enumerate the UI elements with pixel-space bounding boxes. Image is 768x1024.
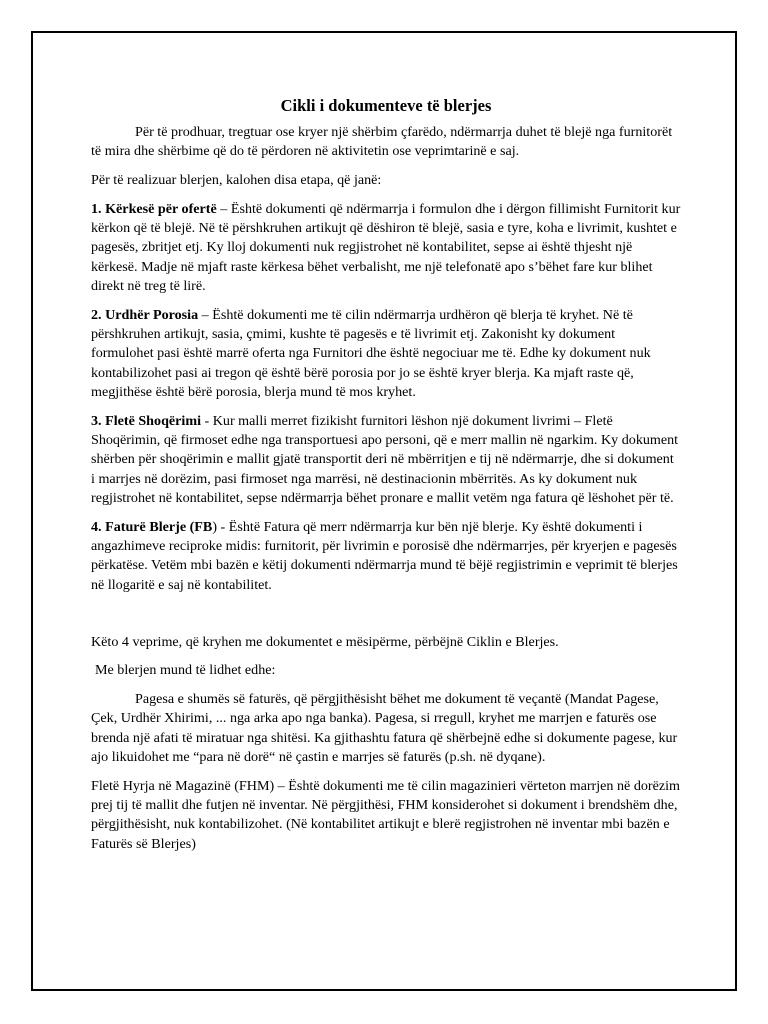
item-urdher-porosia	[91, 306, 681, 402]
summary-paragraph: Këto 4 veprime, që kryhen me dokumentet e mësipërme, përbëjnë Ciklin e Blerjes.	[91, 633, 559, 650]
item-text: - Kur malli merret fizikisht furnitori lëshon një dokument livrimi – Fletë Shoqërimin, që firmoset edhe nga transportuesi apo personi, që e merr mallin në ngarkim. Ky dokument shërben për shoqërimin e mallit gjatë transportit deri në mbërritjen e tij në ndërmarrje, dhe si dokument i marrjes në dorëzim, pasi firmoset nga marrësi, në destinacionin mbërritës. As ky dokument nuk regjistrohet në kontabilitet, sepse ndërmarrja bëhet pronare e mallit vetëm nga fatura që lëshohet për të.	[91, 412, 679, 507]
item-text: ) - Është Fatura që merr ndërmarrja kur bën një blerje. Ky është dokumenti i angazhimeve reciproke midis: furnitorit, për livrimin e porosisë dhe ndërmarrjes, për kryerjen e pagesës përkatëse. Vetëm mbi bazën e këtij dokumenti ndërmarrja mund të bëjë regjistrimin e veprimit të blerjes në llogaritë e saj në kontabilitet.	[91, 518, 678, 593]
intro-paragraph: Për të prodhuar, tregtuar ose kryer një shërbim çfarëdo, ndërmarrja duhet të blejë nga furnitorët të mira dhe shërbime që do të përdoren në aktivitetin ose veprimtarinë e saj.	[91, 124, 673, 160]
item-kerkese-oferte	[91, 200, 681, 296]
item-flete-shoqerimi	[91, 412, 681, 508]
item-lead: 2. Urdhër Porosia	[91, 306, 199, 323]
paragraph-gap	[91, 605, 681, 633]
item-lead: 4. Faturë Blerje (FB	[91, 518, 213, 535]
fhm-paragraph: Fletë Hyrja në Magazinë (FHM) – Është dokumenti me të cilin magazinieri vërteton marrjen në dorëzim prej tij të mallit dhe futjen në inventar. Në përgjithësi, FHM konsiderohet si dokument i brendshëm dhe, përgjithësisht, nuk kontabilizohet. (Në kontabilitet artikujt e blerë regjistrohen në inventar mbi bazën e Faturës së Blerjes)	[91, 777, 680, 852]
related-intro-paragraph: Me blerjen mund të lidhet edhe:	[95, 662, 276, 679]
payment-paragraph: Pagesa e shumës së faturës, që përgjithësisht bëhet me dokument të veçantë (Mandat Pagese, Çek, Urdhër Xhirimi, ... nga arka apo nga banka). Pagesa, si rregull, kryhet me marrjen e faturës ose brenda një afati të miratuar nga shitësi. Ka gjithashtu fatura që shërbejnë edhe si dokumente pagese, kur ajo likuidohet me “para në dorë“ në çastin e marrjes së faturës (p.sh. në dyqane).	[91, 691, 678, 766]
item-lead: 1. Kërkesë për ofertë	[91, 200, 217, 217]
item-text: – Është dokumenti me të cilin ndërmarrja urdhëron që blerja të kryhet. Në të përshkruhen artikujt, sasia, çmimi, kushte të pagesës e të livrimit etj. Zakonisht ky dokument formulohet pasi është marrë oferta nga Furnitori dhe është negociuar me të. Edhe ky dokument nuk kontabilizohet pasi ai tregon që është bërë porosia por jo se është kryer blerja. Ka mjaft raste që, megjithëse është bërë porosia, blerja mund të mos kryhet.	[91, 306, 651, 401]
document-body	[91, 95, 681, 864]
item-lead: 3. Fletë Shoqërimi	[91, 412, 201, 429]
document-page	[31, 31, 737, 991]
item-text: – Është dokumenti që ndërmarrja i formulon dhe i dërgon fillimisht Furnitorit kur kërkon që të blejë. Në të përshkruhen artikujt që dëshiron të blejë, sasia e tyre, koha e livrimit, kushtet e pagesës, zbritjet etj. Ky lloj dokumenti nuk regjistrohet në kontabilitet, sepse ai është thjesht një kërkesë. Madje në mjaft raste kërkesa bëhet verbalisht, me një telefonatë apo s’bëhet fare kur blihet direkt në treg të lirë.	[91, 200, 681, 295]
stages-intro-paragraph: Për të realizuar blerjen, kalohen disa etapa, që janë:	[91, 172, 382, 189]
document-title: Cikli i dokumenteve të blerjes	[280, 96, 492, 115]
item-fature-blerje	[91, 518, 681, 595]
